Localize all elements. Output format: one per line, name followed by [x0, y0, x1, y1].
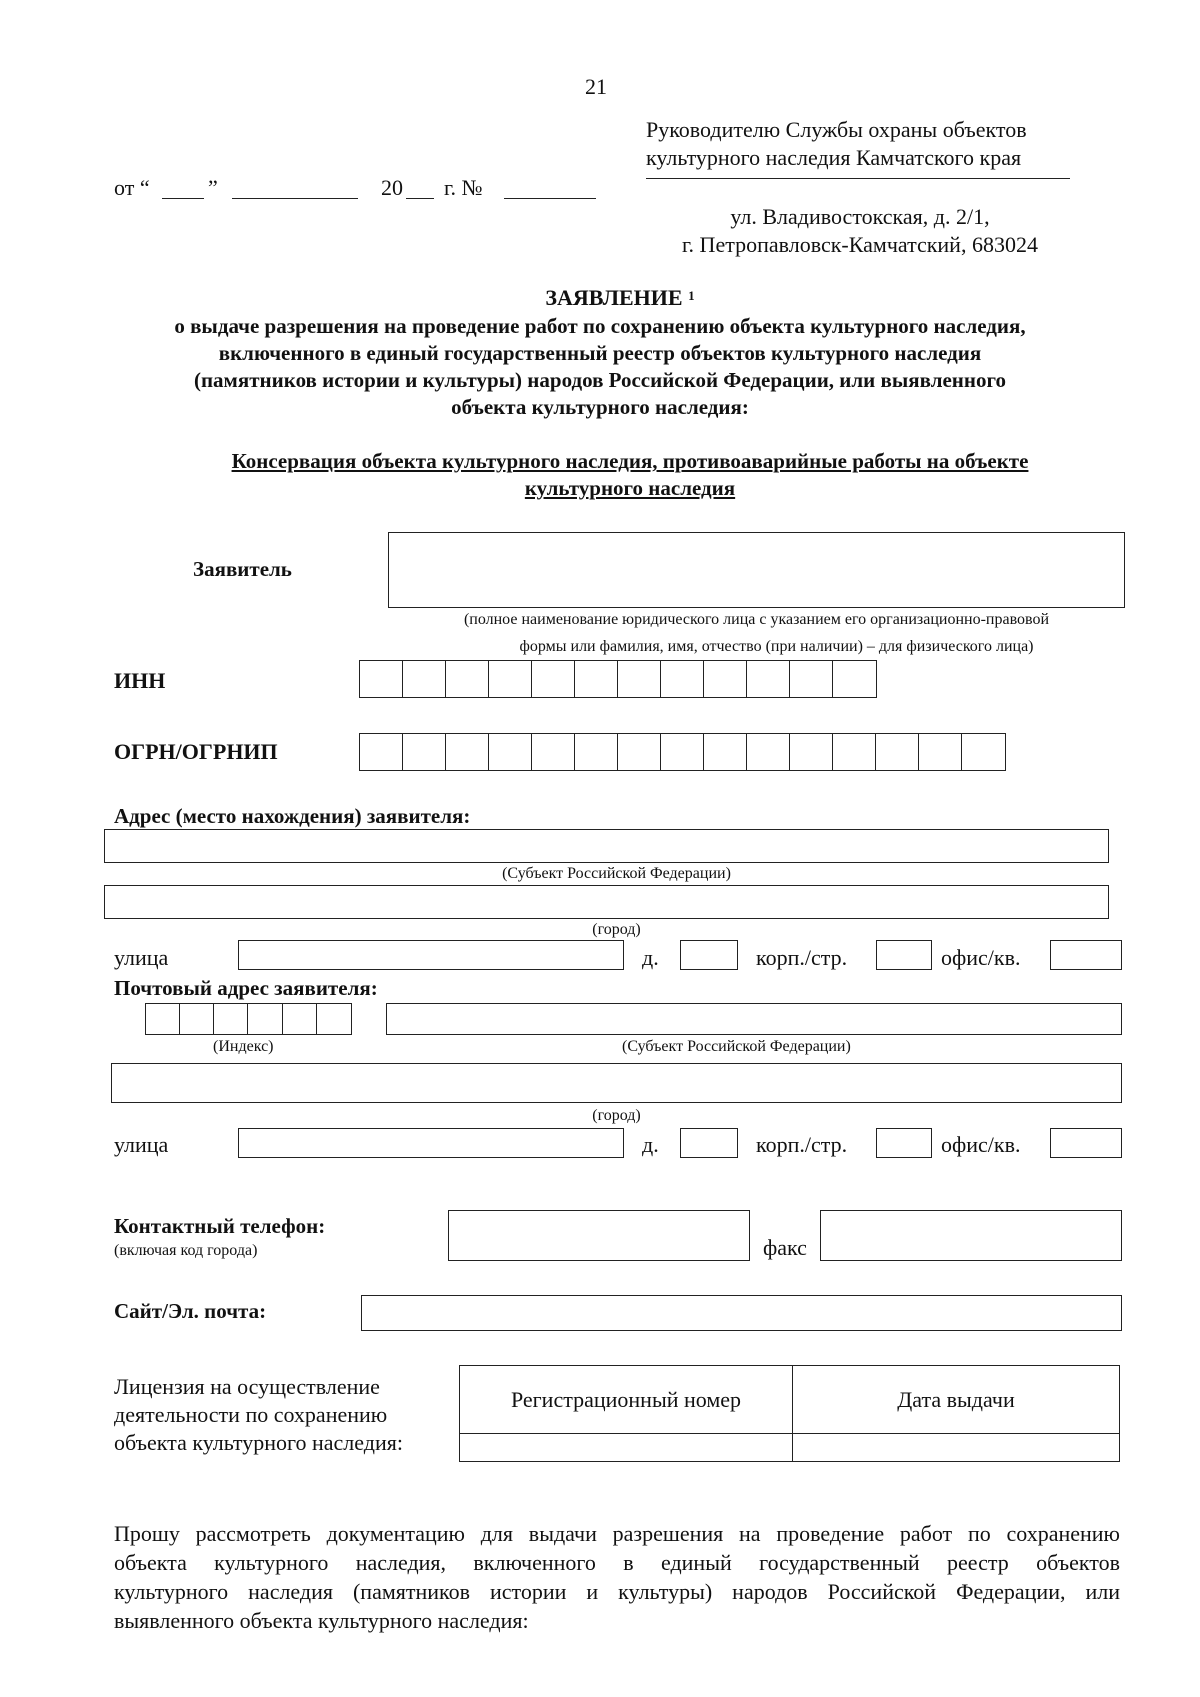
title-line-3: (памятников истории и культуры) народов Российской Федерации, или выявленного [193, 368, 1007, 392]
address-heading: Адрес (место нахождения) заявителя: [114, 804, 471, 828]
inn-cell[interactable] [446, 661, 489, 697]
ogrn-cell[interactable] [833, 734, 876, 770]
ogrn-cell[interactable] [919, 734, 962, 770]
applicant-hint-2: формы или фамилия, имя, отчество (при наличии) – для физического лица) [519, 638, 1034, 655]
postal-index-cell[interactable] [214, 1004, 248, 1034]
inn-cell[interactable] [704, 661, 747, 697]
recipient-name-line[interactable] [646, 178, 1070, 179]
inn-cell[interactable] [661, 661, 704, 697]
date-number-label: г. № [444, 175, 483, 200]
postal-street-field[interactable] [238, 1128, 624, 1158]
address-subject-field[interactable] [104, 829, 1109, 863]
ogrn-cell[interactable] [661, 734, 704, 770]
fax-label: факс [763, 1235, 807, 1260]
license-table [459, 1365, 1120, 1462]
recipient-line-1: Руководителю Службы охраны объектов [646, 117, 1027, 142]
work-type-line-1: Консервация объекта культурного наследия, противоаварийные работы на объекте [231, 449, 1029, 473]
address-street-field[interactable] [238, 940, 624, 970]
inn-field[interactable] [359, 660, 877, 698]
inn-cell[interactable] [618, 661, 661, 697]
address-house-label: д. [642, 945, 659, 970]
inn-cell[interactable] [747, 661, 790, 697]
inn-label: ИНН [114, 668, 166, 693]
request-line-1: Прошу рассмотреть документацию для выдачи разрешения на проведение работ по сохранению [114, 1521, 1120, 1546]
date-day-field[interactable] [162, 198, 204, 199]
postal-office-field[interactable] [1050, 1128, 1122, 1158]
address-street-label: улица [114, 945, 169, 970]
address-house-field[interactable] [680, 940, 738, 970]
postal-index-cell[interactable] [283, 1004, 317, 1034]
date-number-field[interactable] [504, 198, 596, 199]
title-line-2: включенного в единый государственный реестр объектов культурного наследия [218, 341, 982, 365]
date-year-field[interactable] [406, 198, 434, 199]
postal-index-field[interactable] [145, 1003, 352, 1035]
date-close-quote: ” [208, 175, 218, 200]
postal-city-field[interactable] [111, 1063, 1122, 1103]
fax-field[interactable] [820, 1210, 1122, 1261]
license-label-3: объекта культурного наследия: [114, 1430, 403, 1455]
phone-hint: (включая код города) [114, 1242, 258, 1259]
inn-cell[interactable] [833, 661, 876, 697]
date-month-field[interactable] [232, 198, 358, 199]
work-type [40, 448, 1200, 502]
ogrn-field[interactable] [359, 733, 1006, 771]
license-reg-number-field[interactable] [460, 1434, 793, 1462]
request-line-4: выявленного объекта культурного наследия: [114, 1608, 529, 1633]
inn-cell[interactable] [790, 661, 833, 697]
phone-field[interactable] [448, 1210, 750, 1261]
request-line-3: культурного наследия (памятников истории и культуры) народов Российской Федерации, или [114, 1579, 1120, 1604]
address-building-field[interactable] [876, 940, 932, 970]
site-email-field[interactable] [361, 1295, 1122, 1331]
date-from-label: от “ [114, 175, 150, 200]
ogrn-cell[interactable] [790, 734, 833, 770]
title-main: ЗАЯВЛЕНИЕ [545, 285, 683, 310]
inn-cell[interactable] [532, 661, 575, 697]
ogrn-cell[interactable] [446, 734, 489, 770]
ogrn-cell[interactable] [575, 734, 618, 770]
license-label-1: Лицензия на осуществление [114, 1374, 380, 1399]
request-paragraph [114, 1519, 1120, 1635]
recipient-address-1: ул. Владивостокская, д. 2/1, [730, 204, 990, 229]
address-office-label: офис/кв. [941, 945, 1021, 970]
address-city-field[interactable] [104, 885, 1109, 919]
postal-index-cell[interactable] [248, 1004, 282, 1034]
site-label: Сайт/Эл. почта: [114, 1299, 267, 1323]
license-col-reg-number: Регистрационный номер [460, 1366, 793, 1434]
request-line-2: объекта культурного наследия, включенного в единый государственный реестр объектов [114, 1550, 1120, 1575]
postal-index-cell[interactable] [180, 1004, 214, 1034]
ogrn-cell[interactable] [489, 734, 532, 770]
postal-house-field[interactable] [680, 1128, 738, 1158]
license-value-row [460, 1434, 1120, 1462]
date-year-prefix: 20 [381, 175, 403, 200]
postal-index-cell[interactable] [317, 1004, 351, 1034]
recipient-address-2: г. Петропавловск-Камчатский, 683024 [682, 232, 1038, 257]
inn-cell[interactable] [403, 661, 446, 697]
inn-cell[interactable] [489, 661, 532, 697]
applicant-hint-1: (полное наименование юридического лица с указанием его организационно-правовой [463, 611, 1050, 628]
recipient-line-2: культурного наследия Камчатского края [646, 145, 1022, 170]
ogrn-cell[interactable] [876, 734, 919, 770]
license-col-issue-date: Дата выдачи [793, 1366, 1120, 1434]
title-footnote: 1 [688, 288, 695, 303]
postal-office-label: офис/кв. [941, 1132, 1021, 1157]
license-label-2: деятельности по сохранению [114, 1402, 388, 1427]
address-building-label: корп./стр. [756, 945, 848, 970]
ogrn-label: ОГРН/ОГРНИП [114, 739, 278, 764]
postal-index-cell[interactable] [146, 1004, 180, 1034]
ogrn-cell[interactable] [618, 734, 661, 770]
work-type-line-2: культурного наследия [524, 476, 736, 500]
address-office-field[interactable] [1050, 940, 1122, 970]
address-city-hint: (город) [592, 921, 641, 938]
phone-label: Контактный телефон: [114, 1214, 326, 1238]
postal-subject-field[interactable] [386, 1003, 1122, 1035]
postal-city-hint: (город) [592, 1107, 641, 1124]
ogrn-cell[interactable] [532, 734, 575, 770]
postal-street-label: улица [114, 1132, 169, 1157]
title-subtitle [40, 313, 1160, 421]
title-line-4: объекта культурного наследия: [451, 395, 749, 419]
address-subject-hint: (Субъект Российской Федерации) [502, 865, 731, 882]
document-title [0, 284, 1200, 312]
postal-subject-hint: (Субъект Российской Федерации) [622, 1038, 851, 1055]
postal-building-field[interactable] [876, 1128, 932, 1158]
recipient-block [646, 116, 1096, 172]
page-number: 21 [585, 74, 607, 99]
postal-index-hint: (Индекс) [213, 1038, 274, 1055]
license-label [114, 1373, 403, 1457]
applicant-label: Заявитель [193, 557, 292, 581]
title-line-1: о выдаче разрешения на проведение работ по сохранению объекта культурного наследия, [174, 314, 1026, 338]
ogrn-cell[interactable] [962, 734, 1005, 770]
postal-heading: Почтовый адрес заявителя: [114, 976, 378, 1000]
ogrn-cell[interactable] [403, 734, 446, 770]
postal-building-label: корп./стр. [756, 1132, 848, 1157]
inn-cell[interactable] [575, 661, 618, 697]
ogrn-cell[interactable] [360, 734, 403, 770]
applicant-name-field[interactable] [388, 532, 1125, 608]
ogrn-cell[interactable] [704, 734, 747, 770]
postal-house-label: д. [642, 1132, 659, 1157]
license-issue-date-field[interactable] [793, 1434, 1120, 1462]
inn-cell[interactable] [360, 661, 403, 697]
license-header-row [460, 1366, 1120, 1434]
ogrn-cell[interactable] [747, 734, 790, 770]
